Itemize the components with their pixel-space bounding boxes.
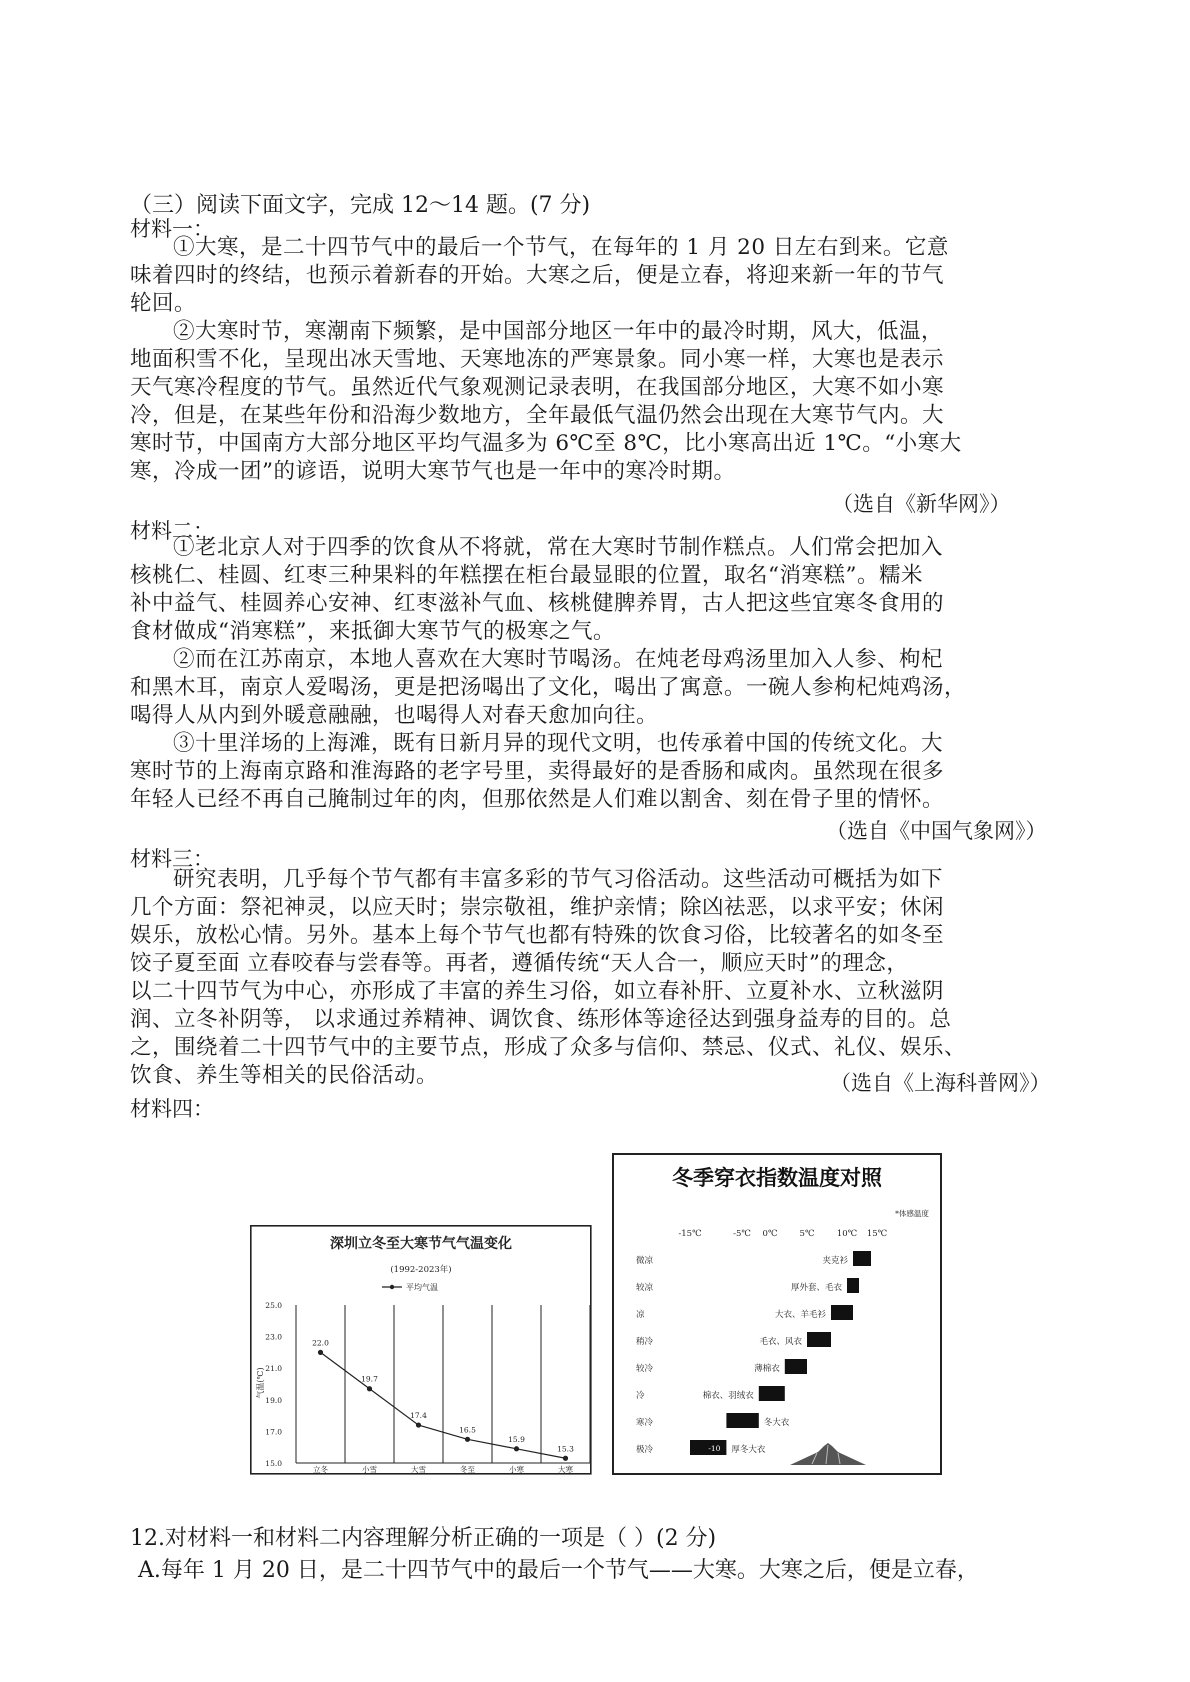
- text-line: 轮回。: [130, 291, 197, 316]
- chart-subtitle: (1992-2023年): [390, 1265, 452, 1275]
- level-label: 凉: [636, 1310, 645, 1320]
- text-line: 补中益气、桂圆养心安神、红枣滋补气血、核桃健脾养胃，古人把这些宜寒冬食用的: [130, 591, 945, 616]
- x-tick-label: 0℃: [762, 1229, 778, 1239]
- data-point: [318, 1350, 323, 1355]
- clothing-label: 薄棉衣: [754, 1364, 780, 1374]
- bar-tag: -10: [708, 1444, 721, 1453]
- question-12-option-a: A.每年 1 月 20 日，是二十四节气中的最后一个节气——大寒。大寒之后，便是立春，: [138, 1558, 979, 1583]
- clothing-label: 毛衣、风衣: [759, 1337, 802, 1347]
- clothing-label: 棉衣、羽绒衣: [702, 1391, 754, 1401]
- text-line: ①大寒，是二十四节气中的最后一个节气，在每年的 1 月 20 日左右到来。它意: [173, 235, 949, 260]
- chart-note: *体感温度: [895, 1209, 929, 1218]
- text-line: 饺子夏至面 立春咬春与尝春等。再者，遵循传统“天人合一，顺应天时”的理念，: [130, 951, 909, 976]
- text-line: 之，围绕着二十四节气中的主要节点，形成了众多与信仰、禁忌、仪式、礼仪、娱乐、: [130, 1035, 967, 1060]
- x-tick-label: 冬至: [460, 1465, 475, 1474]
- clothing-label: 大衣、羊毛衫: [774, 1310, 826, 1320]
- level-label: 稍冷: [636, 1337, 654, 1347]
- level-label: 寒冷: [636, 1418, 654, 1428]
- text-line: 食材做成“消寒糕”，来抵御大寒节气的极寒之气。: [130, 619, 615, 644]
- material-1-label: 材料一：: [130, 217, 214, 241]
- material-3-source: （选自《上海科普网》）: [830, 1071, 1051, 1095]
- data-label: 19.7: [361, 1374, 378, 1384]
- text-line: ③十里洋场的上海滩，既有日新月异的现代文明，也传承着中国的传统文化。大: [173, 731, 944, 756]
- y-tick-label: 19.0: [265, 1395, 282, 1405]
- level-label: 较冷: [636, 1364, 654, 1374]
- level-label: 微凉: [636, 1256, 654, 1266]
- level-label: 极冷: [636, 1445, 654, 1455]
- clothing-label: 夹克衫: [822, 1256, 848, 1266]
- clothing-index-chart: [612, 1153, 942, 1475]
- chart-title: 冬季穿衣指数温度对照: [672, 1165, 882, 1190]
- y-tick-label: 25.0: [265, 1301, 282, 1310]
- data-point: [367, 1386, 372, 1391]
- x-tick-label: 大寒: [558, 1465, 573, 1474]
- section-heading: （三）阅读下面文字，完成 12～14 题。(7 分): [130, 193, 591, 218]
- y-axis-label: 气温(℃): [256, 1367, 265, 1399]
- material-2-label: 材料二：: [130, 519, 214, 543]
- data-point: [465, 1437, 470, 1442]
- range-bar: [831, 1305, 853, 1320]
- text-line: ②而在江苏南京，本地人喜欢在大寒时节喝汤。在炖老母鸡汤里加入人参、枸杞: [173, 647, 944, 672]
- range-bar: [847, 1278, 859, 1293]
- text-line: ②大寒时节，寒潮南下频繁，是中国部分地区一年中的最冷时期，风大，低温，: [173, 319, 944, 344]
- text-line: 润、立冬补阴等， 以求通过养精神、调饮食、练形体等途径达到强身益寿的目的。总: [130, 1007, 952, 1032]
- text-line: 寒时节，中国南方大部分地区平均气温多为 6℃至 8℃，比小寒高出近 1℃。“小寒大: [130, 431, 962, 456]
- text-line: 和黑木耳，南京人爱喝汤，更是把汤喝出了文化，喝出了寓意。一碗人参枸杞炖鸡汤，: [130, 675, 967, 700]
- x-tick-label: -5℃: [733, 1229, 751, 1239]
- x-tick-label: 小雪: [362, 1465, 377, 1474]
- x-tick-label: 小寒: [509, 1465, 524, 1474]
- text-line: 娱乐，放松心情。另外。基本上每个节气也都有特殊的饮食习俗，比较著名的如冬至: [130, 923, 945, 948]
- data-point: [416, 1422, 421, 1427]
- text-line: 天气寒冷程度的节气。虽然近代气象观测记录表明，在我国部分地区，大寒不如小寒: [130, 375, 945, 400]
- y-tick-label: 17.0: [265, 1427, 282, 1437]
- text-line: 年轻人已经不再自己腌制过年的肉，但那依然是人们难以割舍、刻在骨子里的情怀。: [130, 787, 945, 812]
- text-line: 冷，但是，在某些年份和沿海少数地方，全年最低气温仍然会出现在大寒节气内。大: [130, 403, 945, 428]
- data-label: 16.5: [459, 1425, 476, 1435]
- chart-title: 深圳立冬至大寒节气气温变化: [330, 1236, 512, 1252]
- text-line: 饮食、养生等相关的民俗活动。: [130, 1063, 439, 1088]
- range-bar: [853, 1251, 871, 1266]
- y-tick-label: 21.0: [265, 1364, 282, 1374]
- data-point: [514, 1446, 519, 1451]
- text-line: 研究表明，几乎每个节气都有丰富多彩的节气习俗活动。这些活动可概括为如下: [173, 867, 944, 892]
- level-label: 冷: [636, 1391, 645, 1401]
- data-label: 15.3: [557, 1444, 574, 1454]
- text-line: 寒，冷成一团”的谚语，说明大寒节气也是一年中的寒冷时期。: [130, 459, 736, 484]
- material-1-source: （选自《新华网》）: [832, 492, 1011, 516]
- text-line: 几个方面：祭祀神灵，以应天时；崇宗敬祖，维护亲情；除凶祛恶，以求平安；休闲: [130, 895, 945, 920]
- data-point: [563, 1456, 568, 1461]
- material-4-label: 材料四：: [130, 1097, 214, 1121]
- text-line: 寒时节的上海南京路和淮海路的老字号里，卖得最好的是香肠和咸肉。虽然现在很多: [130, 759, 945, 784]
- y-tick-label: 15.0: [265, 1459, 282, 1468]
- text-line: 喝得人从内到外暖意融融，也喝得人对春天愈加向往。: [130, 703, 659, 728]
- legend-series-name: 平均气温: [406, 1283, 438, 1292]
- x-tick-label: -15℃: [678, 1229, 702, 1239]
- range-bar: [807, 1332, 831, 1347]
- x-tick-label: 15℃: [866, 1229, 888, 1239]
- range-bar: [726, 1413, 758, 1428]
- clothing-label: 厚冬大衣: [731, 1445, 766, 1455]
- x-tick-label: 10℃: [836, 1229, 858, 1239]
- x-tick-label: 5℃: [799, 1229, 815, 1239]
- text-line: 味着四时的终结，也预示着新春的开始。大寒之后，便是立春，将迎来新一年的节气: [130, 263, 945, 288]
- y-tick-label: 23.0: [265, 1332, 282, 1342]
- data-label: 17.4: [410, 1411, 427, 1421]
- clothing-label: 厚外套、毛衣: [790, 1283, 842, 1293]
- level-label: 较凉: [636, 1283, 654, 1293]
- clothing-label: 冬大衣: [763, 1418, 790, 1428]
- material-2-source: （选自《中国气象网》）: [826, 819, 1047, 843]
- x-tick-label: 大雪: [411, 1465, 426, 1474]
- range-bar: [759, 1386, 785, 1401]
- material-3-label: 材料三：: [130, 847, 214, 871]
- text-line: 核桃仁、桂圆、红枣三种果料的年糕摆在柜台最显眼的位置，取名“消寒糕”。糯米: [130, 563, 923, 588]
- text-line: ①老北京人对于四季的饮食从不将就，常在大寒时节制作糕点。人们常会把加入: [173, 535, 944, 560]
- data-label: 22.0: [312, 1338, 329, 1348]
- x-tick-label: 立冬: [313, 1465, 328, 1474]
- text-line: 地面积雪不化，呈现出冰天雪地、天寒地冻的严寒景象。同小寒一样，大寒也是表示: [130, 347, 945, 372]
- temperature-line-chart: [250, 1225, 592, 1475]
- question-12-stem: 12.对材料一和材料二内容理解分析正确的一项是（ ）(2 分): [130, 1526, 717, 1551]
- range-bar: [785, 1359, 807, 1374]
- text-line: 以二十四节气为中心，亦形成了丰富的养生习俗，如立春补肝、立夏补水、立秋滋阴: [130, 979, 945, 1004]
- data-label: 15.9: [508, 1434, 525, 1444]
